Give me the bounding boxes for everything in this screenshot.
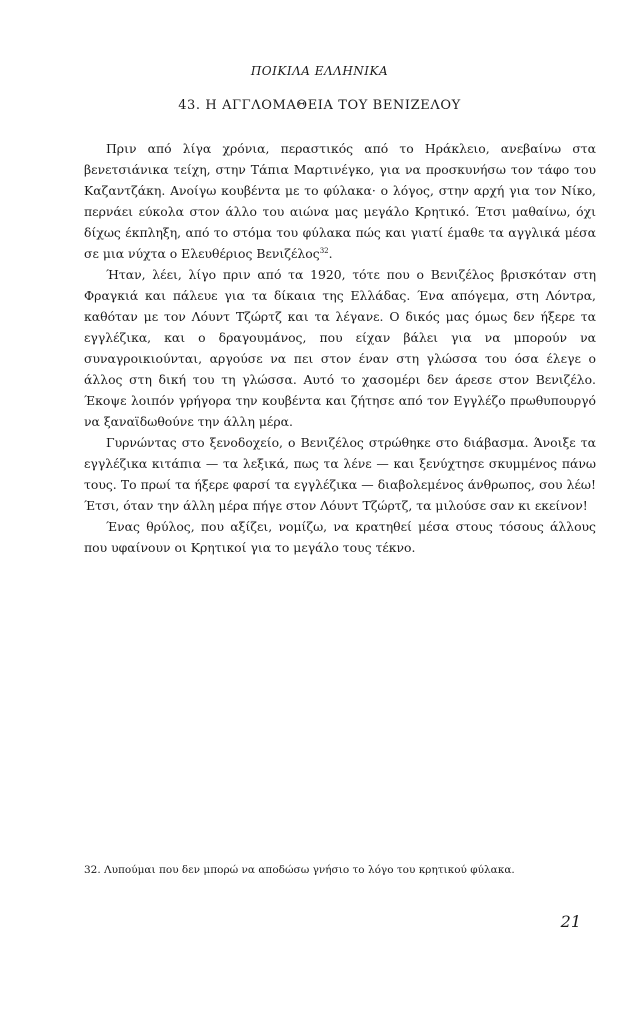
body-text (84, 138, 596, 558)
paragraph-1-tail: . (328, 246, 333, 261)
paragraph-4: Ένας θρύλος, που αξίζει, νομίζω, να κρατηθεί μέσα στους τόσους άλλους που υφαίνουν οι Κρητικοί για το μεγάλο τους τέκνο. (84, 519, 596, 555)
page-number: 21 (560, 912, 581, 931)
footnote-reference[interactable]: 32 (319, 246, 329, 255)
paragraph-2: Ήταν, λέει, λίγο πριν από τα 1920, τότε που ο Βενιζέλος βρισκόταν στη Φραγκιά και πάλευε για τα δίκαια της Ελλάδας. Ένα απόγεμα, στη Λόντρα, καθόταν με τον Λόυντ Τζώρτζ και τα λέγανε. Ο δικός μας όμως δεν ήξερε τα εγγλέζικα, και ο δραγουμάνος, που είχαν βάλει για να μπορούν να συναγροικιούνται, αργούσε να πει στον έναν στη γλώσσα του όσα έλεγε ο άλλος στη δική του τη γλώσσα. Αυτό το χασομέρι δεν άρεσε στον Βενιζέλο. Έκοψε λοιπόν γρήγορα την κουβέντα και ζήτησε από τον Εγγλέζο πρωθυπουργό να ξαναϊδωθούνε την άλλη μέρα. (84, 267, 596, 429)
paragraph-1 (84, 138, 596, 264)
chapter-title: 43. Η ΑΓΓΛΟΜΑΘΕΙΑ ΤΟΥ ΒΕΝΙΖΕΛΟΥ (178, 98, 461, 113)
paragraph-3: Γυρνώντας στο ξενοδοχείο, ο Βενιζέλος στρώθηκε στο διάβασμα. Άνοιξε τα εγγλέζικα κιτάπια — τα λεξικά, πως τα λένε — και ξενύχτησε σκυμμένος πάνω τους. Το πρωί τα ήξερε φαρσί τα εγγλέζικα — διαβολεμένος άνθρωπος, σου λέω! Έτσι, όταν την άλλη μέρα πήγε στον Λόυντ Τζώρτζ, τα μιλούσε σαν κι εκείνον! (84, 435, 596, 513)
paragraph-1-text: Πριν από λίγα χρόνια, περαστικός από το Ηράκλειο, ανεβαίνω στα βενετσιάνικα τείχη, στην Τάπια Μαρτινέγκο, για να προσκυνήσω τον τάφο του Καζαντζάκη. Ανοίγω κουβέντα με το φύλακα· ο λόγος, στην αρχή για τον Νίκο, περνάει εύκολα στον άλλο του αιώνα μας μεγάλο Κρητικό. Έτσι μαθαίνω, όχι δίχως έκπληξη, από το στόμα του φύλακα πώς και γιατί έμαθε τα αγγλικά μέσα σε μια νύχτα ο Ελευθέριος Βενιζέλος (84, 141, 596, 261)
running-head: ΠΟΙΚΙΛΑ ΕΛΛΗΝΙΚΑ (250, 64, 389, 78)
footnote: 32. Λυπούμαι που δεν μπορώ να αποδώσω γνήσιο το λόγο του κρητικού φύλακα. (84, 864, 515, 876)
